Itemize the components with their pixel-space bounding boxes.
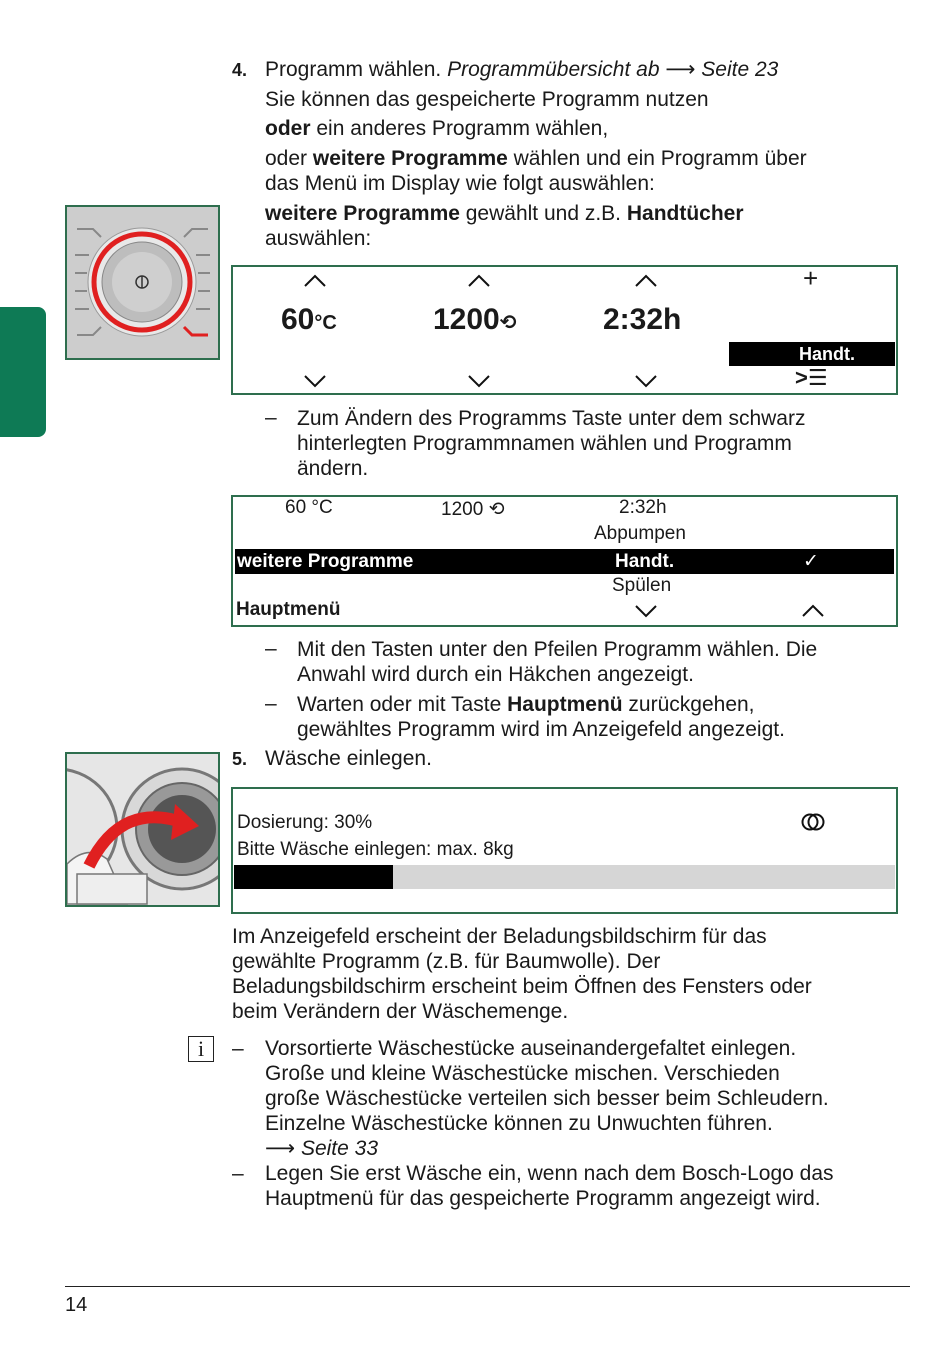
dial-illustration	[65, 205, 220, 360]
note-line: hinterlegten Programmnamen wählen und Programm	[297, 432, 792, 455]
check-icon: ✓	[803, 551, 819, 572]
chevron-up-icon[interactable]	[634, 273, 658, 289]
bullet-dash: –	[232, 1162, 244, 1185]
load-progress-bar	[234, 865, 895, 889]
note-line: Warten oder mit Taste Hauptmenü zurückgehen,	[297, 693, 755, 716]
more-programs-label: weitere Programme	[237, 551, 414, 572]
bullet-dash: –	[265, 406, 277, 429]
note-line: Anwahl wird durch ein Häkchen angezeigt.	[297, 663, 694, 686]
chevron-up-icon[interactable]	[303, 273, 327, 289]
program-option[interactable]: Abpumpen	[594, 523, 686, 544]
page-link[interactable]: Seite 23	[701, 58, 779, 81]
chevron-down-icon[interactable]	[467, 373, 491, 389]
dosing-text: Dosierung: 30%	[237, 812, 373, 833]
step-line: Sie können das gespeicherte Programm nutzen	[265, 88, 709, 111]
bullet-dash: –	[265, 692, 277, 715]
paragraph-line: beim Verändern der Wäschemenge.	[232, 1000, 569, 1023]
spin-icon: ⟲	[499, 312, 517, 334]
temperature-value: 60°C	[281, 303, 337, 336]
display-program-list	[231, 495, 898, 627]
chevron-up-icon[interactable]	[801, 603, 825, 619]
step-line: auswählen:	[265, 227, 372, 250]
info-line: Hauptmenü für das gespeicherte Programm angezeigt wird.	[265, 1187, 821, 1210]
chevron-up-icon[interactable]	[467, 273, 491, 289]
note-line: gewähltes Programm wird im Anzeigefeld angezeigt.	[297, 718, 785, 741]
info-line: Vorsortierte Wäschestücke auseinandergefaltet einlegen.	[265, 1037, 797, 1060]
page-link[interactable]: Seite 33	[300, 1137, 379, 1160]
spin-icon: ⟲	[488, 499, 505, 520]
step-number: 4.	[232, 60, 248, 80]
chapter-tab	[0, 307, 46, 437]
load-text: Bitte Wäsche einlegen: max. 8kg	[237, 839, 514, 860]
display-loading	[231, 787, 898, 914]
info-line: ⟶ Seite 33	[265, 1137, 379, 1160]
step-line: das Menü im Display wie folgt auswählen:	[265, 172, 655, 195]
load-progress-fill	[234, 865, 393, 889]
info-line: Legen Sie erst Wäsche ein, wenn nach dem Bosch-Logo das	[265, 1162, 834, 1185]
washer-illustration	[65, 752, 220, 907]
footer-divider	[65, 1286, 910, 1287]
paragraph-line: Beladungsbildschirm erscheint beim Öffnen des Fensters oder	[232, 975, 812, 998]
selected-program: Handt.	[615, 551, 675, 572]
display-main	[231, 265, 898, 395]
detergent-icon	[801, 811, 825, 833]
bullet-dash: –	[232, 1037, 244, 1060]
chevron-down-icon[interactable]	[634, 603, 658, 619]
bullet-dash: –	[265, 637, 277, 660]
chevron-down-icon[interactable]	[634, 373, 658, 389]
step-number: 5.	[232, 749, 248, 769]
step-line: Programm wählen. Programmübersicht ab ⟶ Seite 23	[265, 58, 779, 81]
step-line: weitere Programme gewählt und z.B. Handtücher	[265, 202, 744, 225]
step-line: oder weitere Programme wählen und ein Programm über	[265, 147, 807, 170]
note-line: Zum Ändern des Programms Taste unter dem schwarz	[297, 407, 806, 430]
page-number: 14	[65, 1294, 88, 1316]
main-menu-label[interactable]: Hauptmenü	[236, 599, 341, 620]
info-line: Einzelne Wäschestücke können zu Unwuchten führen.	[265, 1112, 773, 1135]
info-line: große Wäschestücke verteilen sich besser beim Schleudern.	[265, 1087, 829, 1110]
chevron-down-icon[interactable]	[303, 373, 327, 389]
note-line: Mit den Tasten unter den Pfeilen Programm wählen. Die	[297, 638, 818, 661]
program-option[interactable]: Spülen	[612, 575, 672, 596]
info-line: Große und kleine Wäschestücke mischen. Verschieden	[265, 1062, 780, 1085]
step-line: Wäsche einlegen.	[265, 747, 432, 770]
selected-row[interactable]	[235, 549, 894, 574]
paragraph-line: gewählte Programm (z.B. für Baumwolle). Der	[232, 950, 661, 973]
program-name[interactable]: Handt.	[729, 342, 895, 366]
step-line: oder ein anderes Programm wählen,	[265, 117, 609, 140]
paragraph-line: Im Anzeigefeld erscheint der Beladungsbildschirm für das	[232, 925, 767, 948]
time-value: 2:32h	[603, 303, 682, 336]
time-value: 2:32h	[619, 497, 667, 518]
plus-icon[interactable]: +	[803, 263, 819, 293]
spin-value: 1200 ⟲	[441, 499, 505, 520]
info-icon: i	[188, 1036, 214, 1062]
spin-value: 1200⟲	[433, 303, 517, 336]
note-line: ändern.	[297, 457, 369, 480]
temperature-value: 60 °C	[285, 497, 333, 518]
menu-icon[interactable]: >☰	[795, 365, 828, 390]
